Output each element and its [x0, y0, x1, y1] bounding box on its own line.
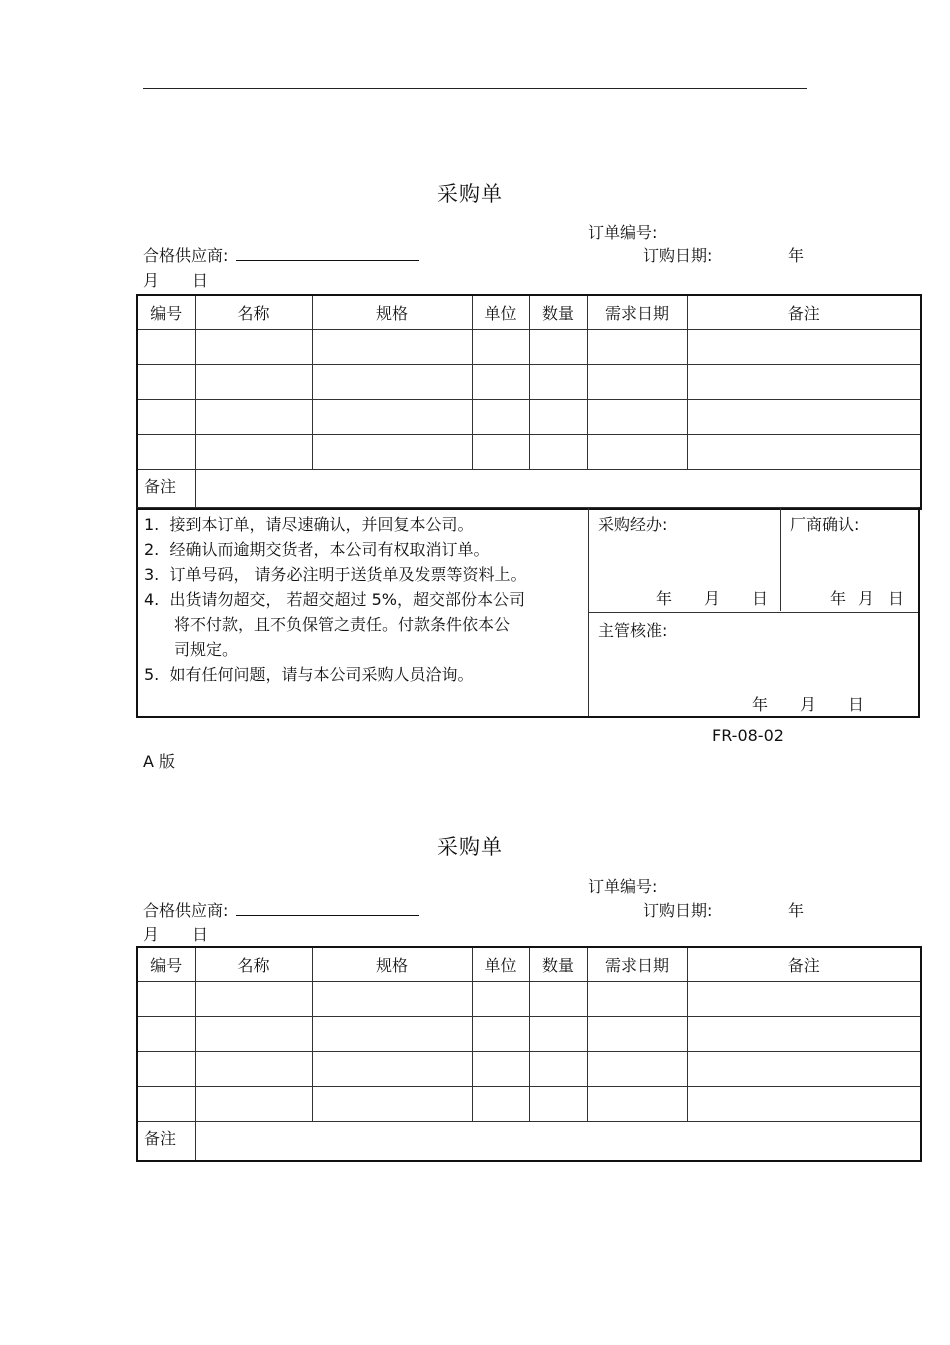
- table-row: [137, 330, 921, 365]
- form1-terms-list: [144, 512, 527, 687]
- form1-date-year: 年: [788, 246, 805, 265]
- table-row: [137, 435, 921, 470]
- vendor-confirm-label: 厂商确认:: [790, 515, 860, 534]
- table-cell[interactable]: [472, 982, 529, 1017]
- form2-table-header: [137, 947, 921, 982]
- table-row: [137, 365, 921, 400]
- table-cell[interactable]: [195, 435, 312, 470]
- form1-remark-label: 备注: [137, 470, 195, 510]
- table-cell[interactable]: [195, 1052, 312, 1087]
- col-header-required-date: 需求日期: [587, 947, 687, 982]
- form1-terms-box: [136, 507, 920, 718]
- version-label: A 版: [143, 752, 176, 771]
- table-cell[interactable]: [529, 982, 587, 1017]
- table-cell[interactable]: [472, 400, 529, 435]
- table-cell[interactable]: [472, 1017, 529, 1052]
- form1-supplier-field[interactable]: [236, 246, 419, 261]
- form1-date-day: 日: [192, 271, 209, 290]
- table-cell[interactable]: [137, 1052, 195, 1087]
- form1-remark-row: [137, 470, 921, 510]
- table-cell[interactable]: [472, 365, 529, 400]
- col-header-unit: 单位: [472, 947, 529, 982]
- table-cell[interactable]: [312, 1052, 472, 1087]
- table-cell[interactable]: [312, 1017, 472, 1052]
- buyer-date-day: 日: [752, 589, 769, 608]
- buyer-date-month: 月: [704, 589, 721, 608]
- table-cell[interactable]: [195, 1017, 312, 1052]
- supervisor-date-month: 月: [800, 695, 817, 714]
- supervisor-date-year: 年: [752, 695, 769, 714]
- col-header-spec: 规格: [312, 295, 472, 330]
- term-item: 4. 出货请勿超交， 若超交超过 5%，超交部份本公司: [144, 590, 525, 609]
- table-cell[interactable]: [587, 330, 687, 365]
- form2-order-no-label: 订单编号:: [588, 877, 658, 896]
- table-cell[interactable]: [587, 435, 687, 470]
- form2-title: 采购单: [437, 835, 503, 859]
- col-header-name: 名称: [195, 947, 312, 982]
- form2-date-day: 日: [192, 925, 209, 944]
- table-cell[interactable]: [529, 435, 587, 470]
- table-cell[interactable]: [587, 400, 687, 435]
- table-cell[interactable]: [137, 1087, 195, 1122]
- form2-date-month: 月: [143, 925, 160, 944]
- table-cell[interactable]: [137, 400, 195, 435]
- table-cell[interactable]: [587, 982, 687, 1017]
- form1-date-month: 月: [143, 271, 160, 290]
- form1-item-table: [136, 294, 922, 510]
- supervisor-label: 主管核准:: [598, 621, 668, 640]
- table-cell[interactable]: [529, 1017, 587, 1052]
- table-cell[interactable]: [137, 982, 195, 1017]
- table-cell[interactable]: [312, 400, 472, 435]
- buyer-date-year: 年: [656, 589, 673, 608]
- table-cell[interactable]: [687, 982, 921, 1017]
- table-cell[interactable]: [472, 1052, 529, 1087]
- term-item: 5. 如有任何问题，请与本公司采购人员洽询。: [144, 665, 474, 684]
- table-cell[interactable]: [137, 330, 195, 365]
- table-cell[interactable]: [195, 982, 312, 1017]
- table-cell[interactable]: [312, 982, 472, 1017]
- table-cell[interactable]: [312, 1087, 472, 1122]
- table-cell[interactable]: [312, 435, 472, 470]
- form2-remark-field[interactable]: [195, 1122, 921, 1162]
- table-cell[interactable]: [587, 365, 687, 400]
- table-cell[interactable]: [687, 400, 921, 435]
- table-row: [137, 1052, 921, 1087]
- term-item-continuation: 将不付款，且不负保管之责任。付款条件依本公: [174, 615, 511, 634]
- table-cell[interactable]: [687, 1017, 921, 1052]
- table-row: [137, 1087, 921, 1122]
- form2-item-table: [136, 946, 922, 1162]
- form-code: FR-08-02: [712, 726, 784, 745]
- table-cell[interactable]: [195, 400, 312, 435]
- col-header-quantity: 数量: [529, 295, 587, 330]
- term-item: 1. 接到本订单，请尽速确认，并回复本公司。: [144, 515, 474, 534]
- table-cell[interactable]: [312, 365, 472, 400]
- table-row: [137, 400, 921, 435]
- table-row: [137, 982, 921, 1017]
- table-cell[interactable]: [687, 1087, 921, 1122]
- table-cell[interactable]: [529, 365, 587, 400]
- col-header-unit: 单位: [472, 295, 529, 330]
- vendor-date-year: 年: [830, 589, 847, 608]
- form1-remark-field[interactable]: [195, 470, 921, 510]
- form1-supplier-row: [143, 243, 419, 266]
- table-cell[interactable]: [472, 330, 529, 365]
- col-header-spec: 规格: [312, 947, 472, 982]
- form2-supplier-field[interactable]: [236, 901, 419, 916]
- col-header-number: 编号: [137, 947, 195, 982]
- col-header-number: 编号: [137, 295, 195, 330]
- table-cell[interactable]: [529, 1052, 587, 1087]
- form2-supplier-row: [143, 898, 419, 921]
- col-header-quantity: 数量: [529, 947, 587, 982]
- table-cell[interactable]: [587, 1087, 687, 1122]
- divider: [588, 612, 918, 613]
- table-cell[interactable]: [687, 435, 921, 470]
- table-cell[interactable]: [195, 1087, 312, 1122]
- table-cell[interactable]: [587, 1017, 687, 1052]
- form2-remark-row: [137, 1122, 921, 1162]
- table-cell[interactable]: [195, 365, 312, 400]
- supervisor-date-day: 日: [848, 695, 865, 714]
- form2-date-year: 年: [788, 901, 805, 920]
- top-rule: [143, 88, 807, 89]
- table-cell[interactable]: [529, 330, 587, 365]
- col-header-name: 名称: [195, 295, 312, 330]
- vendor-date-month: 月: [858, 589, 875, 608]
- table-cell[interactable]: [529, 1087, 587, 1122]
- col-header-remarks: 备注: [687, 295, 921, 330]
- table-cell[interactable]: [687, 330, 921, 365]
- table-cell[interactable]: [472, 435, 529, 470]
- table-cell[interactable]: [137, 435, 195, 470]
- table-cell[interactable]: [587, 1052, 687, 1087]
- table-cell[interactable]: [195, 330, 312, 365]
- table-cell[interactable]: [472, 1087, 529, 1122]
- form1-supplier-label: 合格供应商:: [143, 246, 229, 265]
- form2-order-date-label: 订购日期:: [643, 901, 713, 920]
- col-header-remarks: 备注: [687, 947, 921, 982]
- buyer-label: 采购经办:: [598, 515, 668, 534]
- term-item-continuation: 司规定。: [174, 640, 239, 659]
- col-header-required-date: 需求日期: [587, 295, 687, 330]
- table-cell[interactable]: [312, 330, 472, 365]
- form1-table-header: [137, 295, 921, 330]
- table-cell[interactable]: [137, 365, 195, 400]
- term-item: 3. 订单号码， 请务必注明于送货单及发票等资料上。: [144, 565, 527, 584]
- table-cell[interactable]: [687, 1052, 921, 1087]
- term-item: 2. 经确认而逾期交货者，本公司有权取消订单。: [144, 540, 490, 559]
- form2-remark-label: 备注: [137, 1122, 195, 1162]
- table-cell[interactable]: [687, 365, 921, 400]
- form2-supplier-label: 合格供应商:: [143, 901, 229, 920]
- form1-order-date-label: 订购日期:: [643, 246, 713, 265]
- table-cell[interactable]: [529, 400, 587, 435]
- vendor-date-day: 日: [888, 589, 905, 608]
- table-row: [137, 1017, 921, 1052]
- table-cell[interactable]: [137, 1017, 195, 1052]
- form1-order-no-label: 订单编号:: [588, 223, 658, 242]
- form1-title: 采购单: [437, 182, 503, 206]
- divider: [780, 508, 781, 611]
